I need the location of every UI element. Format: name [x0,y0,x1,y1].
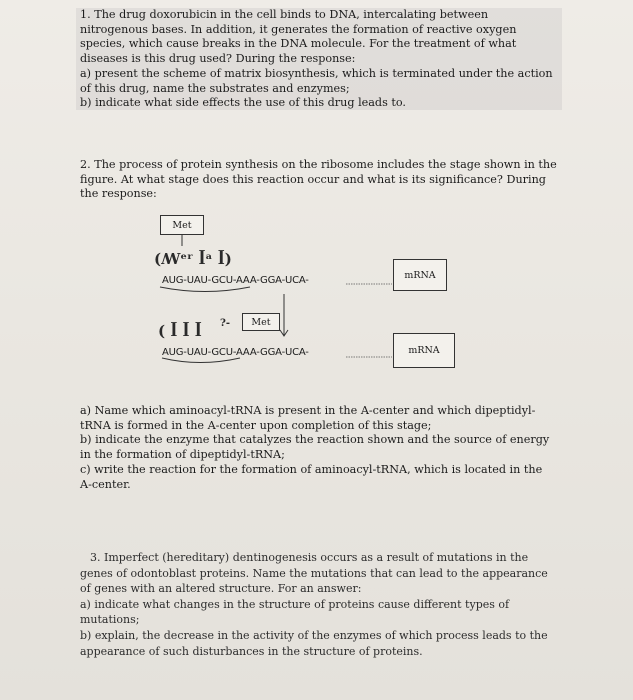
question1-line: of this drug, name the substrates and enzymes; [80,81,350,95]
question3-line: genes of odontoblast proteins. Name the mutations that can lead to the appearance [80,566,548,580]
mrna-sequence-top: AUG-UAU-GCU-AAA-GGA-UCA- [162,275,309,286]
mrna-text: mRNA [404,269,436,281]
question3-line: b) explain, the decrease in the activity of the enzymes of which process leads to the [80,628,548,642]
subpart-line: c) write the reaction for the formation of aminoacyl-tRNA, which is located in the [80,462,543,476]
question3-line: mutations; [80,613,140,627]
question1-line: diseases is this drug used? During the response: [80,52,356,66]
question-2-subparts [80,404,549,492]
question1-line: b) indicate what side effects the use of this drug leads to. [80,96,406,110]
met-label-bottom [242,313,280,331]
question-3 [80,550,548,659]
question3-line: appearance of such disturbances in the structure of proteins. [80,644,423,658]
met-text: Met [172,219,192,231]
subpart-line: tRNA is formed in the A-center upon completion of this stage; [80,418,432,432]
met-label-top [160,215,204,235]
question1-line: nitrogenous bases. In addition, it generates the formation of reactive oxygen [80,22,517,36]
subpart-line: b) indicate the enzyme that catalyzes the reaction shown and the source of energy [80,433,550,447]
handwritten-mark: ?- [220,318,231,329]
mrna-text: mRNA [408,345,440,356]
subpart-line: A-center. [80,477,131,491]
question1-line: species, which cause breaks in the DNA molecule. For the treatment of what [80,37,517,51]
subpart-line: in the formation of dipeptidyl-tRNA; [80,448,285,462]
trna-sketch-top: (ꟿᵉʳ ꟾᵃ ꟾ) [154,250,232,268]
question3-line: 3. Imperfect (hereditary) dentinogenesis occurs as a result of mutations in the [90,551,529,564]
question2-line: 2. The process of protein synthesis on the ribosome includes the stage shown in the [80,158,557,171]
question3-line: of genes with an altered structure. For an answer: [80,582,362,596]
mrna-label-top [393,259,447,291]
trna-sketch-bottom: ( ꟾ ꟾ ꟾ [158,322,202,340]
question2-line: the response: [80,187,157,201]
question2-line: figure. At what stage does this reaction occur and what is its significance? During [80,172,546,186]
question1-line: a) present the scheme of matrix biosynthesis, which is terminated under the action [80,66,553,80]
question3-line: a) indicate what changes in the structure of proteins cause different types of [80,597,510,611]
mrna-label-bottom [393,333,455,368]
subpart-line: a) Name which aminoacyl-tRNA is present in the A-center and which dipeptidyl- [80,404,536,417]
met-text: Met [251,316,271,328]
question1-line: 1. The drug doxorubicin in the cell binds to DNA, intercalating between [80,8,489,21]
mrna-sequence-bottom: AUG-UAU-GCU-AAA-GGA-UCA- [162,347,309,358]
